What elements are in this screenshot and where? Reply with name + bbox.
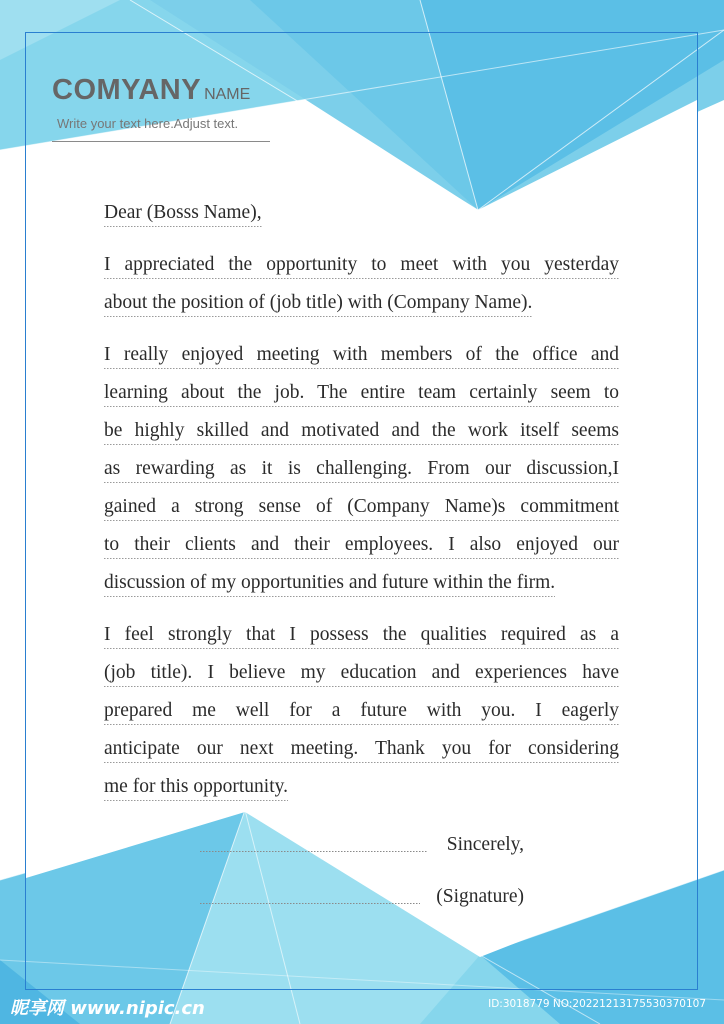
paragraph-2-line: I really enjoyed meeting with members of the office and	[104, 337, 619, 375]
letter-body	[104, 195, 619, 807]
paragraph-3-line: I feel strongly that I possess the qualities required as a	[104, 617, 619, 655]
signature-dotted-line	[200, 903, 420, 904]
paragraph-2-line: as rewarding as it is challenging. From our discussion,I	[104, 451, 619, 489]
paragraph-2-line: discussion of my opportunities and future within the firm.	[104, 565, 619, 603]
company-name: COMYANY	[52, 74, 202, 106]
company-logo	[52, 74, 250, 107]
paragraph-1-line: I appreciated the opportunity to meet with you yesterday	[104, 247, 619, 285]
paragraph-1-line: about the position of (job title) with (Company Name).	[104, 285, 619, 323]
paragraph-2-line: to their clients and their employees. I also enjoyed our	[104, 527, 619, 565]
closing-row	[200, 826, 524, 856]
paragraph-2-line: be highly skilled and motivated and the work itself seems	[104, 413, 619, 451]
closing: Sincerely,	[446, 834, 524, 855]
paragraph-3-line: anticipate our next meeting. Thank you for considering	[104, 731, 619, 769]
tagline-divider	[52, 141, 270, 142]
image-id-watermark: ID:3018779 NO:20221213175530370107	[488, 998, 706, 1010]
signature: (Signature)	[436, 886, 524, 907]
company-name-suffix: NAME	[204, 86, 251, 103]
closing-dotted-line	[200, 851, 428, 852]
paragraph-3-line: me for this opportunity.	[104, 769, 619, 807]
salutation: Dear (Bosss Name),	[104, 195, 619, 233]
site-watermark: 昵享网 www.nipic.cn	[10, 998, 205, 1019]
signature-row	[200, 878, 524, 908]
paragraph-3-line: (job title). I believe my education and experiences have	[104, 655, 619, 693]
tagline: Write your text here.Adjust text.	[57, 116, 239, 131]
paragraph-3-line: prepared me well for a future with you. I eagerly	[104, 693, 619, 731]
paragraph-2-line: gained a strong sense of (Company Name)s commitment	[104, 489, 619, 527]
paragraph-2-line: learning about the job. The entire team certainly seem to	[104, 375, 619, 413]
